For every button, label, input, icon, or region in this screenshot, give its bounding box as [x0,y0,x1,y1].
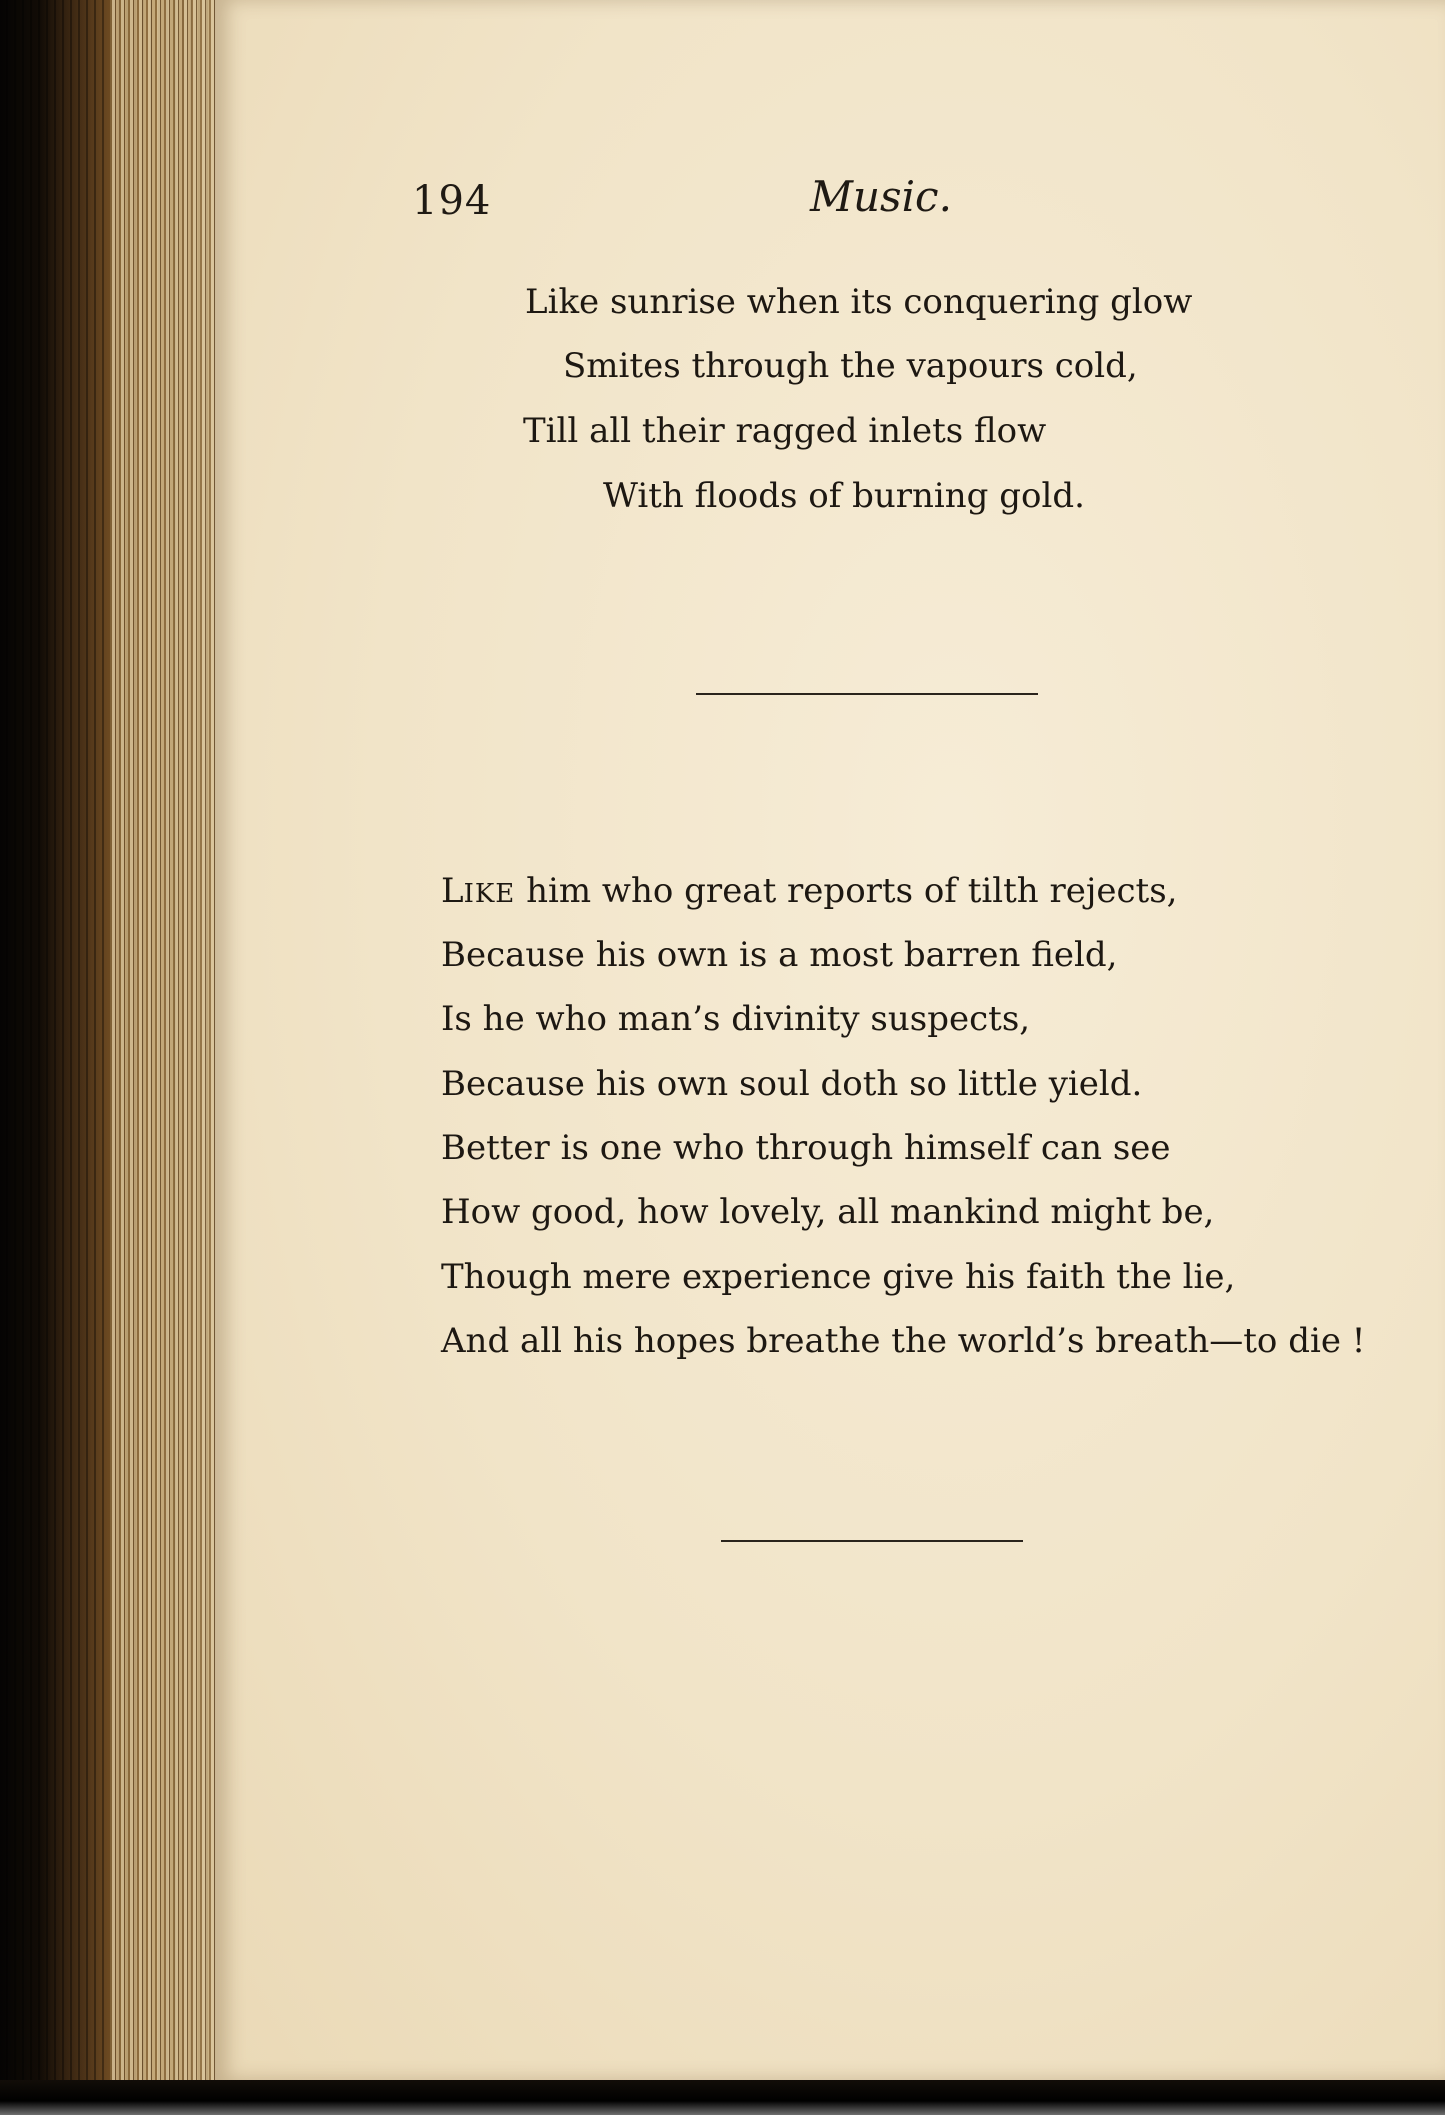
poem-line: Better is one who through himself can see [441,1128,1171,1168]
bottom-edge [0,2080,1445,2115]
page-edges [110,0,215,2090]
poem-line [441,871,1177,914]
poem-line: Though mere experience give his faith the lie, [441,1257,1236,1297]
poem-line: Because his own is a most barren field, [441,935,1118,975]
first-word-smallcaps: IKE [463,879,516,909]
page-number: 194 [412,178,492,224]
poem-line: Like sunrise when its conquering glow [525,282,1193,322]
section-divider [696,693,1038,695]
initial-letter: L [441,871,464,911]
line-rest: him who great reports of tilth rejects, [515,871,1178,911]
poem-line: Is he who man’s divinity suspects, [441,999,1031,1039]
running-head: Music. [810,172,952,221]
poem-line: Because his own soul doth so little yield. [441,1064,1143,1104]
poem-line: And all his hopes breathe the world’s breath—to die ! [441,1321,1366,1361]
poem-line: Smites through the vapours cold, [563,346,1138,386]
section-divider [721,1540,1023,1542]
poem-line: With floods of burning gold. [603,476,1085,516]
poem-line: How good, how lovely, all mankind might be, [441,1192,1215,1232]
poem-line: Till all their ragged inlets flow [523,411,1047,451]
